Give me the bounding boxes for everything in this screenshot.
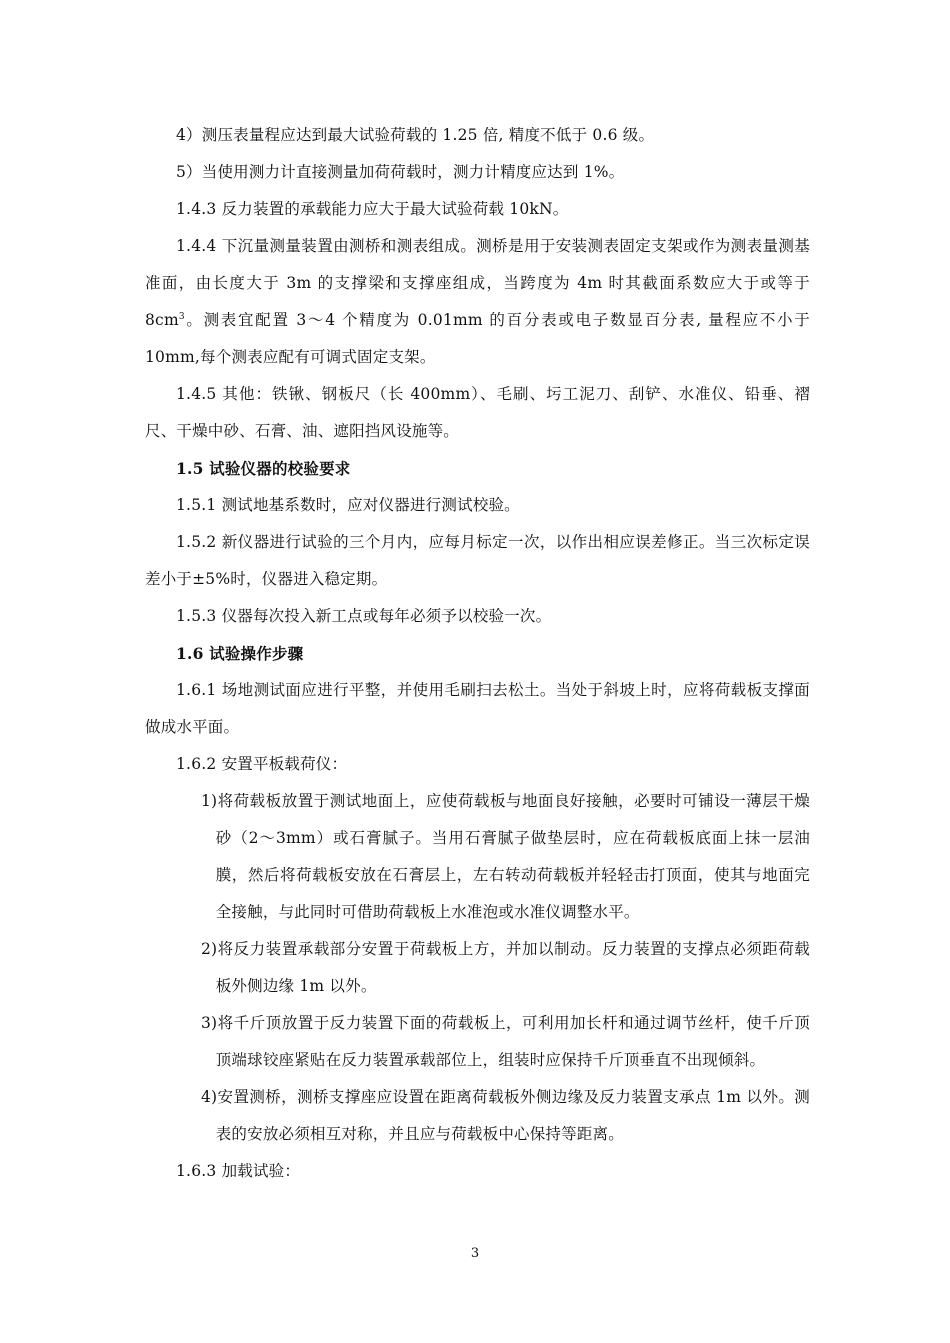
paragraph-1-4-3: 1.4.3 反力装置的承载能力应大于最大试验荷载 10kN。 <box>176 200 569 218</box>
list-item-4: 4)安置测桥，测桥支撑座应设置在距离荷载板外侧边缘及反力装置支承点 1m 以外。测表的安放必须相互对称，并且应与荷载板中心保持等距离。 <box>201 1088 810 1143</box>
paragraph-1-4-5: 1.4.5 其他：铁锹、钢板尺（长 400mm）、毛刷、圬工泥刀、刮铲、水准仪、铅垂、褶尺、干燥中砂、石膏、油、遮阳挡风设施等。 <box>145 385 810 440</box>
superscript-3: 3 <box>178 311 185 322</box>
paragraph-1-4-4-text: 1.4.4 下沉量测量装置由测桥和测表组成。测桥是用于安装测表固定支架或作为测表量测基准面，由长度大于 3m 的支撑梁和支撑座组成，当跨度为 4m 时其截面系数应大于或等于 8cm <box>145 237 810 329</box>
page-number: 3 <box>470 1246 480 1261</box>
paragraph-1-4-4-text-cont: 。测表宜配置 3～4 个精度为 0.01mm 的百分表或电子数显百分表, 量程应不小于 10mm,每个测表应配有可调式固定支架。 <box>145 311 810 366</box>
paragraph-1-4-2-item-5: 5）当使用测力计直接测量加荷荷载时，测力计精度应达到 1%。 <box>176 163 625 181</box>
list-item-1: 1)将荷载板放置于测试地面上，应使荷载板与地面良好接触，必要时可铺设一薄层干燥砂（2～3mm）或石膏腻子。当用石膏腻子做垫层时，应在荷载板底面上抹一层油膜，然后将荷载板安放在石膏层上，左右转动荷载板并轻轻击打顶面，使其与地面完全接触，与此同时可借助荷载板上水准泡或水准仪调整水平。 <box>201 792 810 921</box>
paragraph-1-5-1: 1.5.1 测试地基系数时，应对仪器进行测试校验。 <box>176 496 520 514</box>
paragraph-1-4-2-item-4: 4）测压表量程应达到最大试验荷载的 1.25 倍, 精度不低于 0.6 级。 <box>176 126 655 144</box>
paragraph-1-6-2: 1.6.2 安置平板载荷仪： <box>176 755 348 773</box>
paragraph-1-4-4 <box>145 228 810 376</box>
section-heading-1-6: 1.6 试验操作步骤 <box>176 644 304 663</box>
list-item-2: 2)将反力装置承载部分安置于荷载板上方，并加以制动。反力装置的支撑点必须距荷载板外侧边缘 1m 以外。 <box>201 940 810 995</box>
paragraph-1-6-3: 1.6.3 加载试验： <box>176 1162 301 1180</box>
paragraph-1-6-1: 1.6.1 场地测试面应进行平整，并使用毛刷扫去松土。当处于斜坡上时，应将荷载板支撑面做成水平面。 <box>145 681 810 736</box>
document-body <box>145 117 810 1190</box>
section-heading-1-5: 1.5 试验仪器的校验要求 <box>176 459 351 478</box>
paragraph-1-5-2: 1.5.2 新仪器进行试验的三个月内，应每月标定一次，以作出相应误差修正。当三次标定误差小于±5%时，仪器进入稳定期。 <box>145 533 810 588</box>
list-item-3: 3)将千斤顶放置于反力装置下面的荷载板上，可利用加长杆和通过调节丝杆，使千斤顶顶端球铰座紧贴在反力装置承载部位上，组装时应保持千斤顶垂直不出现倾斜。 <box>201 1014 810 1069</box>
paragraph-1-5-3: 1.5.3 仪器每次投入新工点或每年必须予以校验一次。 <box>176 607 552 625</box>
